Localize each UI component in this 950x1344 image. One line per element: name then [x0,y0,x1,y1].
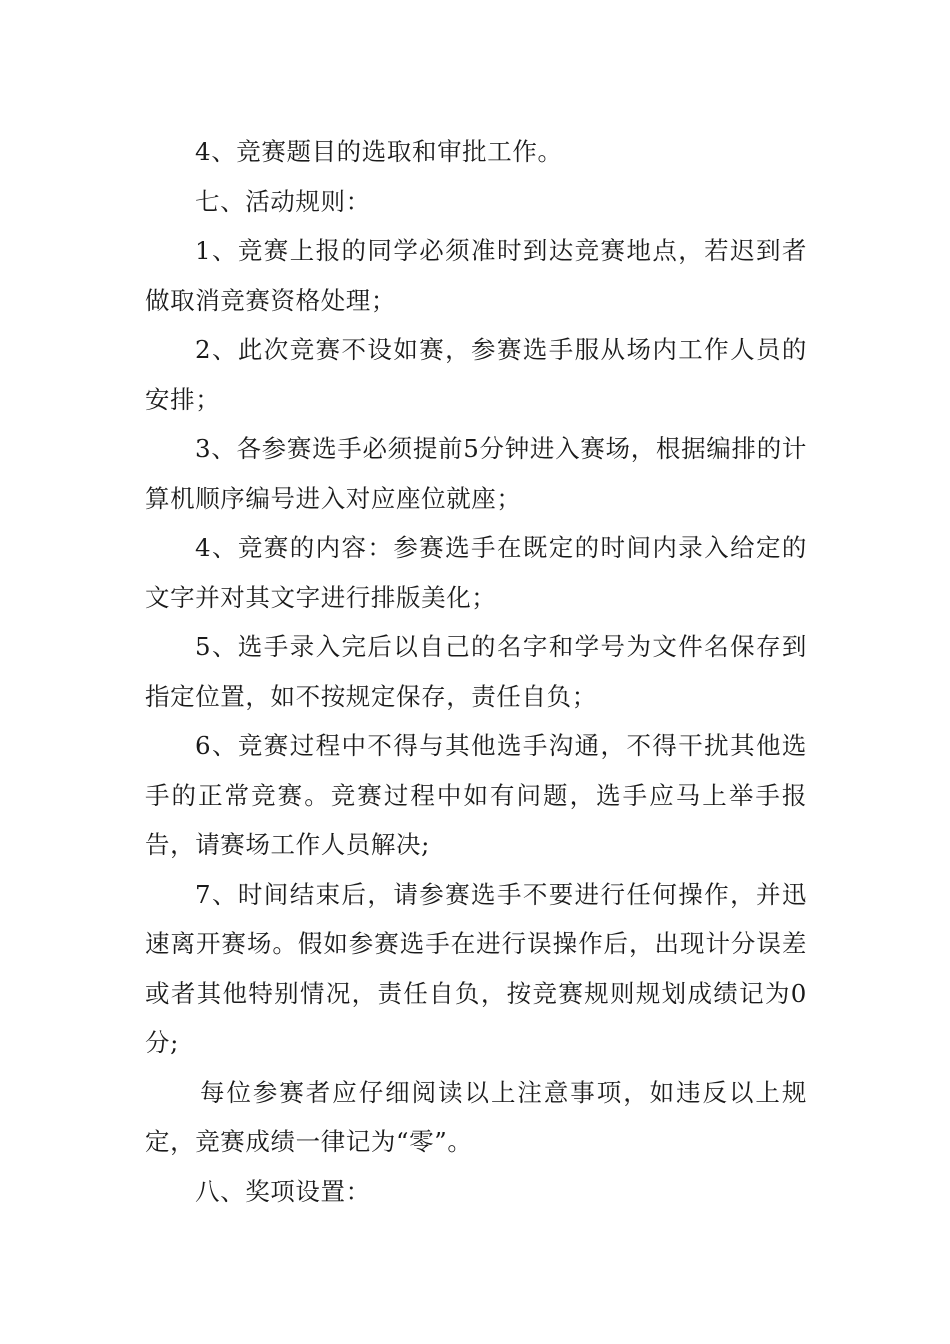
rule-3-seating: 3、各参赛选手必须提前5分钟进入赛场，根据编排的计算机顺序编号进入对应座位就座； [145,434,807,513]
section-heading-activity-rules: 七、活动规则： [195,186,371,216]
rule-7-ending: 7、时间结束后，请参赛选手不要进行任何操作，并迅速离开赛场。假如参赛选手在进行误操作后，出现计分误差或者其他特别情况，责任自负，按竞赛规则规划成绩记为0分; [145,879,807,1057]
rule-6-conduct: 6、竞赛过程中不得与其他选手沟通，不得干扰其他选手的正常竞赛。竞赛过程中如有问题，选手应马上举手报告，请赛场工作人员解决; [145,731,807,859]
rule-4-content: 4、竞赛的内容：参赛选手在既定的时间内录入给定的文字并对其文字进行排版美化； [145,533,807,612]
section-heading-awards: 八、奖项设置： [195,1176,371,1206]
paragraph-item-4-topic-selection: 4、竞赛题目的选取和审批工作。 [195,137,563,166]
rule-2-arrangement: 2、此次竞赛不设如赛，参赛选手服从场内工作人员的安排； [145,335,807,414]
document-body [145,127,807,1216]
rule-5-saving: 5、选手录入完后以自己的名字和学号为文件名保存到指定位置，如不按规定保存，责任自负； [145,632,807,711]
notice-paragraph: 每位参赛者应仔细阅读以上注意事项，如违反以上规定，竞赛成绩一律记为“零”。 [145,1077,807,1156]
rule-1-punctuality: 1、竞赛上报的同学必须准时到达竞赛地点，若迟到者做取消竞赛资格处理； [145,236,807,315]
